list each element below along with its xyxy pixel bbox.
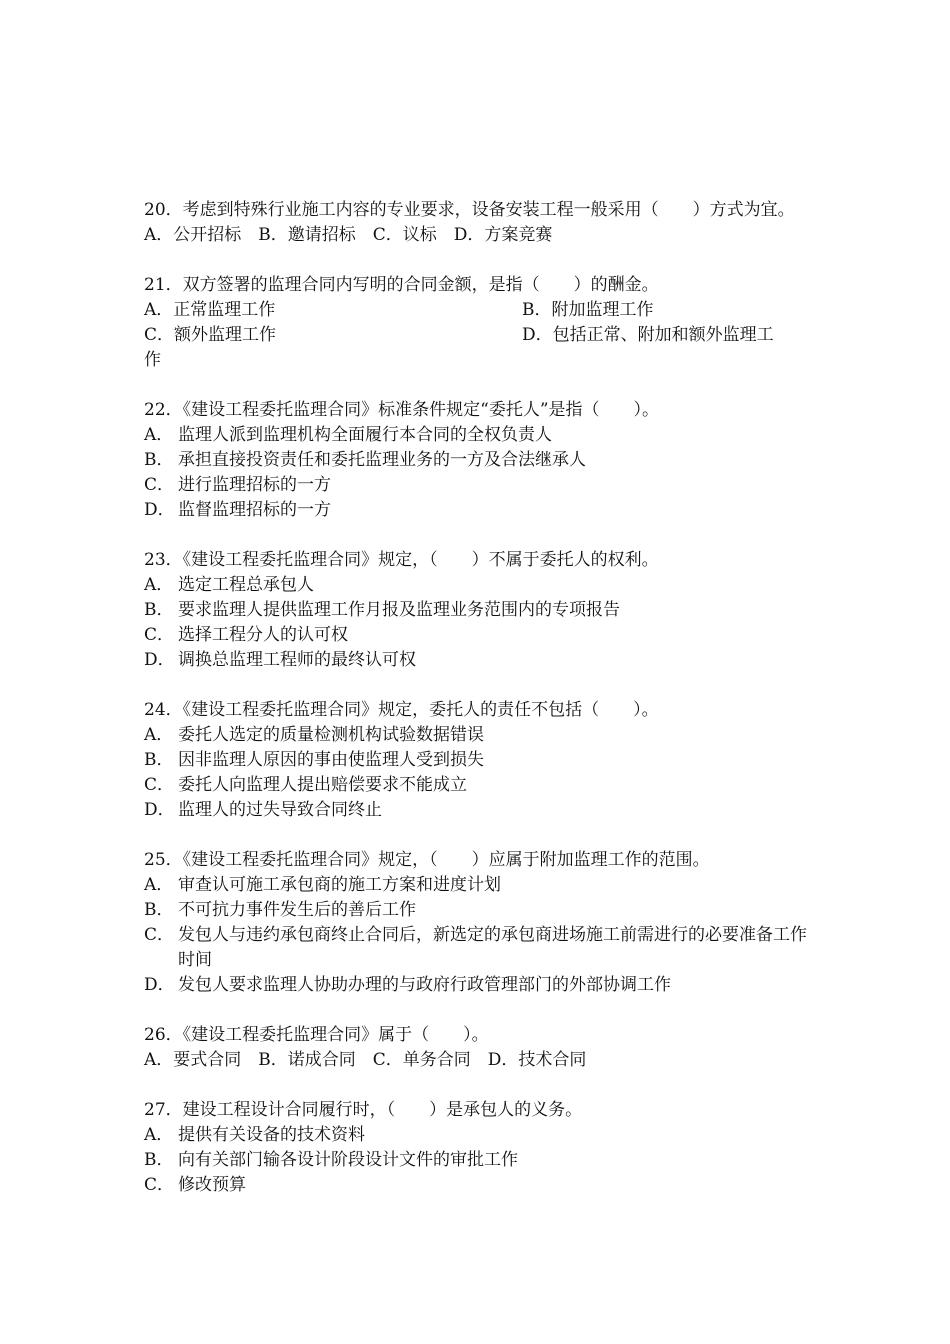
question-23 xyxy=(144,548,808,673)
question-20 xyxy=(144,198,808,248)
option-text: 发包人要求监理人协助办理的与政府行政管理部门的外部协调工作 xyxy=(178,975,671,995)
question-stem: 24．《建设工程委托监理合同》规定，委托人的责任不包括（ ）。 xyxy=(144,700,659,720)
question-stem: 22．《建设工程委托监理合同》标准条件规定“委托人”是指（ ）。 xyxy=(144,400,660,420)
option xyxy=(144,448,808,473)
option-key: C． xyxy=(144,625,175,645)
option-text: 审查认可施工承包商的施工方案和进度计划 xyxy=(178,875,501,895)
option xyxy=(144,798,808,823)
option-text: 委托人选定的质量检测机构试验数据错误 xyxy=(178,725,484,745)
option-text: 向有关部门输各设计阶段设计文件的审批工作 xyxy=(178,1150,518,1170)
option xyxy=(144,873,808,898)
option-text: 发包人与违约承包商终止合同后，新选定的承包商进场施工前需进行的必要准备工作时间 xyxy=(178,925,807,970)
question-stem: 21．双方签署的监理合同内写明的合同金额，是指（ ）的酬金。 xyxy=(144,275,659,295)
option-key: B． xyxy=(144,750,174,770)
question-stem: 25．《建设工程委托监理合同》规定，（ ）应属于附加监理工作的范围。 xyxy=(144,850,710,870)
question-27 xyxy=(144,1098,808,1198)
option xyxy=(144,598,808,623)
option-key: C． xyxy=(144,925,175,945)
option xyxy=(144,498,808,523)
option xyxy=(144,1173,808,1198)
option xyxy=(144,898,808,923)
option-key: D． xyxy=(144,975,175,995)
option-key: D． xyxy=(144,500,175,520)
options-row xyxy=(144,323,808,348)
option-key: A． xyxy=(144,1125,174,1145)
option-key: B． xyxy=(144,900,174,920)
option-key: D． xyxy=(144,650,175,670)
question-stem: 23．《建设工程委托监理合同》规定，（ ）不属于委托人的权利。 xyxy=(144,550,659,570)
document-page xyxy=(144,198,808,1223)
option-text: 修改预算 xyxy=(178,1175,246,1195)
option-key: B． xyxy=(144,1150,174,1170)
option-key: D． xyxy=(144,800,175,820)
option xyxy=(144,748,808,773)
option xyxy=(144,773,808,798)
option-a: A．正常监理工作 xyxy=(144,300,276,320)
question-stem: 26．《建设工程委托监理合同》属于（ ）。 xyxy=(144,1025,489,1045)
option-key: A． xyxy=(144,575,174,595)
option-key: B． xyxy=(144,600,174,620)
option-key: C． xyxy=(144,475,175,495)
question-24 xyxy=(144,698,808,823)
options-row xyxy=(144,298,808,323)
question-21 xyxy=(144,273,808,373)
option-text: 进行监理招标的一方 xyxy=(178,475,331,495)
question-22 xyxy=(144,398,808,523)
option-key: B． xyxy=(144,450,174,470)
option-key: A． xyxy=(144,875,174,895)
option xyxy=(144,648,808,673)
option-text: 选择工程分人的认可权 xyxy=(178,625,348,645)
option-text: 选定工程总承包人 xyxy=(178,575,314,595)
inline-options: A．公开招标 B．邀请招标 C．议标 D．方案竞赛 xyxy=(144,225,553,245)
option xyxy=(144,1123,808,1148)
option xyxy=(144,423,808,448)
option-text: 承担直接投资责任和委托监理业务的一方及合法继承人 xyxy=(178,450,586,470)
question-stem: 20．考虑到特殊行业施工内容的专业要求，设备安装工程一般采用（ ）方式为宜。 xyxy=(144,200,795,220)
option xyxy=(144,723,808,748)
option xyxy=(144,923,808,973)
option-key: C． xyxy=(144,1175,175,1195)
option-text: 要求监理人提供监理工作月报及监理业务范围内的专项报告 xyxy=(178,600,620,620)
question-25 xyxy=(144,848,808,998)
option-key: A． xyxy=(144,425,174,445)
option-text: 调换总监理工程师的最终认可权 xyxy=(178,650,416,670)
inline-options: A．要式合同 B．诺成合同 C．单务合同 D．技术合同 xyxy=(144,1050,587,1070)
option xyxy=(144,1148,808,1173)
question-stem: 27．建设工程设计合同履行时，（ ）是承包人的义务。 xyxy=(144,1100,583,1120)
option-key: A． xyxy=(144,725,174,745)
option-c: C．额外监理工作 xyxy=(144,325,277,345)
option-d-continuation: 作 xyxy=(144,350,161,370)
option-text: 监理人的过失导致合同终止 xyxy=(178,800,382,820)
option-b: B．附加监理工作 xyxy=(522,300,654,320)
option xyxy=(144,973,808,998)
option xyxy=(144,573,808,598)
option xyxy=(144,623,808,648)
option-text: 监督监理招标的一方 xyxy=(178,500,331,520)
option-d: D．包括正常、附加和额外监理工 xyxy=(522,325,774,345)
option-text: 委托人向监理人提出赔偿要求不能成立 xyxy=(178,775,467,795)
option xyxy=(144,473,808,498)
option-text: 监理人派到监理机构全面履行本合同的全权负责人 xyxy=(178,425,552,445)
option-key: C． xyxy=(144,775,175,795)
option-text: 提供有关设备的技术资料 xyxy=(178,1125,365,1145)
option-text: 因非监理人原因的事由使监理人受到损失 xyxy=(178,750,484,770)
option-text: 不可抗力事件发生后的善后工作 xyxy=(178,900,416,920)
question-26 xyxy=(144,1023,808,1073)
